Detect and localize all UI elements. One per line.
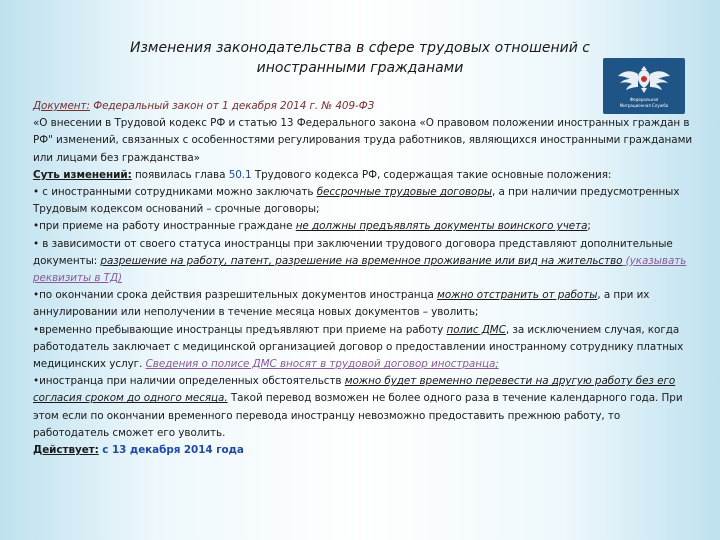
title-line-2: иностранными гражданами — [256, 60, 464, 76]
item-3-emphasis: разрешение на работу, патент, разрешение на временное проживание или вид на жительство — [100, 254, 623, 267]
chapter-number: 50.1 — [228, 168, 252, 181]
effective-date: с 13 декабря 2014 года — [98, 444, 244, 457]
changes-intro-b: Трудового кодекса РФ, содержащая такие основные положения: — [251, 168, 612, 181]
page-title — [70, 38, 650, 78]
item-5-tail: , за исключением случая, когда работодатель заключает с медицинской организацией договор о предоставлении иностранному сотруднику платных медицинских услуг. — [33, 323, 684, 371]
document-description: «О внесении в Трудовой кодекс РФ и статью 13 Федерального закона «О правовом положении иностранных граждан в РФ" изменений, связанных с особенностями регулирования труда работников, являющихся иностранными гражданами или лицами без гражданства» — [33, 117, 693, 164]
effective-label: Действует: — [33, 444, 99, 457]
list-item-5 — [33, 322, 693, 374]
item-5-text: •временно пребывающие иностранцы предъявляют при приеме на работу — [33, 323, 447, 336]
item-2-text: •при приеме на работу иностранные граждане — [33, 220, 296, 233]
list-item-4 — [33, 287, 693, 321]
item-4-emphasis: можно отстранить от работы — [437, 289, 598, 302]
item-4-text: •по окончании срока действия разрешительных документов иностранца — [33, 289, 438, 302]
document-line — [33, 98, 693, 115]
item-6-text: •иностранца при наличии определенных обстоятельств — [33, 375, 345, 388]
list-item-6 — [33, 373, 693, 442]
document-name: Федеральный закон от 1 декабря 2014 г. № 409-ФЗ — [89, 100, 375, 112]
list-item-2 — [33, 218, 693, 235]
list-item-1 — [33, 184, 693, 218]
document-label: Документ: — [33, 100, 90, 112]
list-item-3 — [33, 236, 693, 288]
item-5-note-link[interactable]: Сведения о полисе ДМС вносят в трудовой договор иностранца; — [145, 358, 499, 371]
title-line-1: Изменения законодательства в сфере трудовых отношений с — [129, 40, 590, 56]
logo-caption-line-1: Федеральная — [629, 97, 659, 102]
item-3-note-link[interactable]: (указывать реквизиты в ТД) — [33, 254, 687, 285]
item-1-emphasis: бессрочные трудовые договоры — [316, 186, 493, 199]
item-2-emphasis: не должны предъявлять документы воинского учета — [295, 220, 588, 233]
changes-line — [33, 167, 693, 184]
changes-intro-a: появилась глава — [131, 168, 229, 181]
logo-caption-line-2: Миграционная Служба — [619, 103, 669, 108]
document-body — [33, 98, 693, 459]
item-2-tail: ; — [587, 220, 591, 233]
item-1-tail: , а при наличии предусмотренных Трудовым кодексом оснований – срочные договоры; — [33, 186, 680, 216]
item-6-tail: Такой перевод возможен не более одного раза в течение календарного года. При этом если по окончании временного перевода иностранцу невозможно предоставить прежнюю работу, то работодатель сможет его уволить. — [33, 392, 683, 439]
item-4-tail: , а при их аннулировании или неполучении в течение месяца новых документов – уволить; — [33, 289, 650, 319]
item-6-emphasis: можно будет временно перевести на другую работу без его согласия сроком до одного месяца. — [33, 375, 676, 405]
item-5-emphasis: полис ДМС — [446, 323, 506, 336]
effective-line — [33, 442, 693, 459]
changes-label: Суть изменений: — [33, 168, 132, 181]
item-3-text: • в зависимости от своего статуса иностранцы при заключении трудового договора представляют дополнительные документы: — [33, 237, 673, 267]
item-1-text: • с иностранными сотрудниками можно заключать — [33, 186, 317, 199]
